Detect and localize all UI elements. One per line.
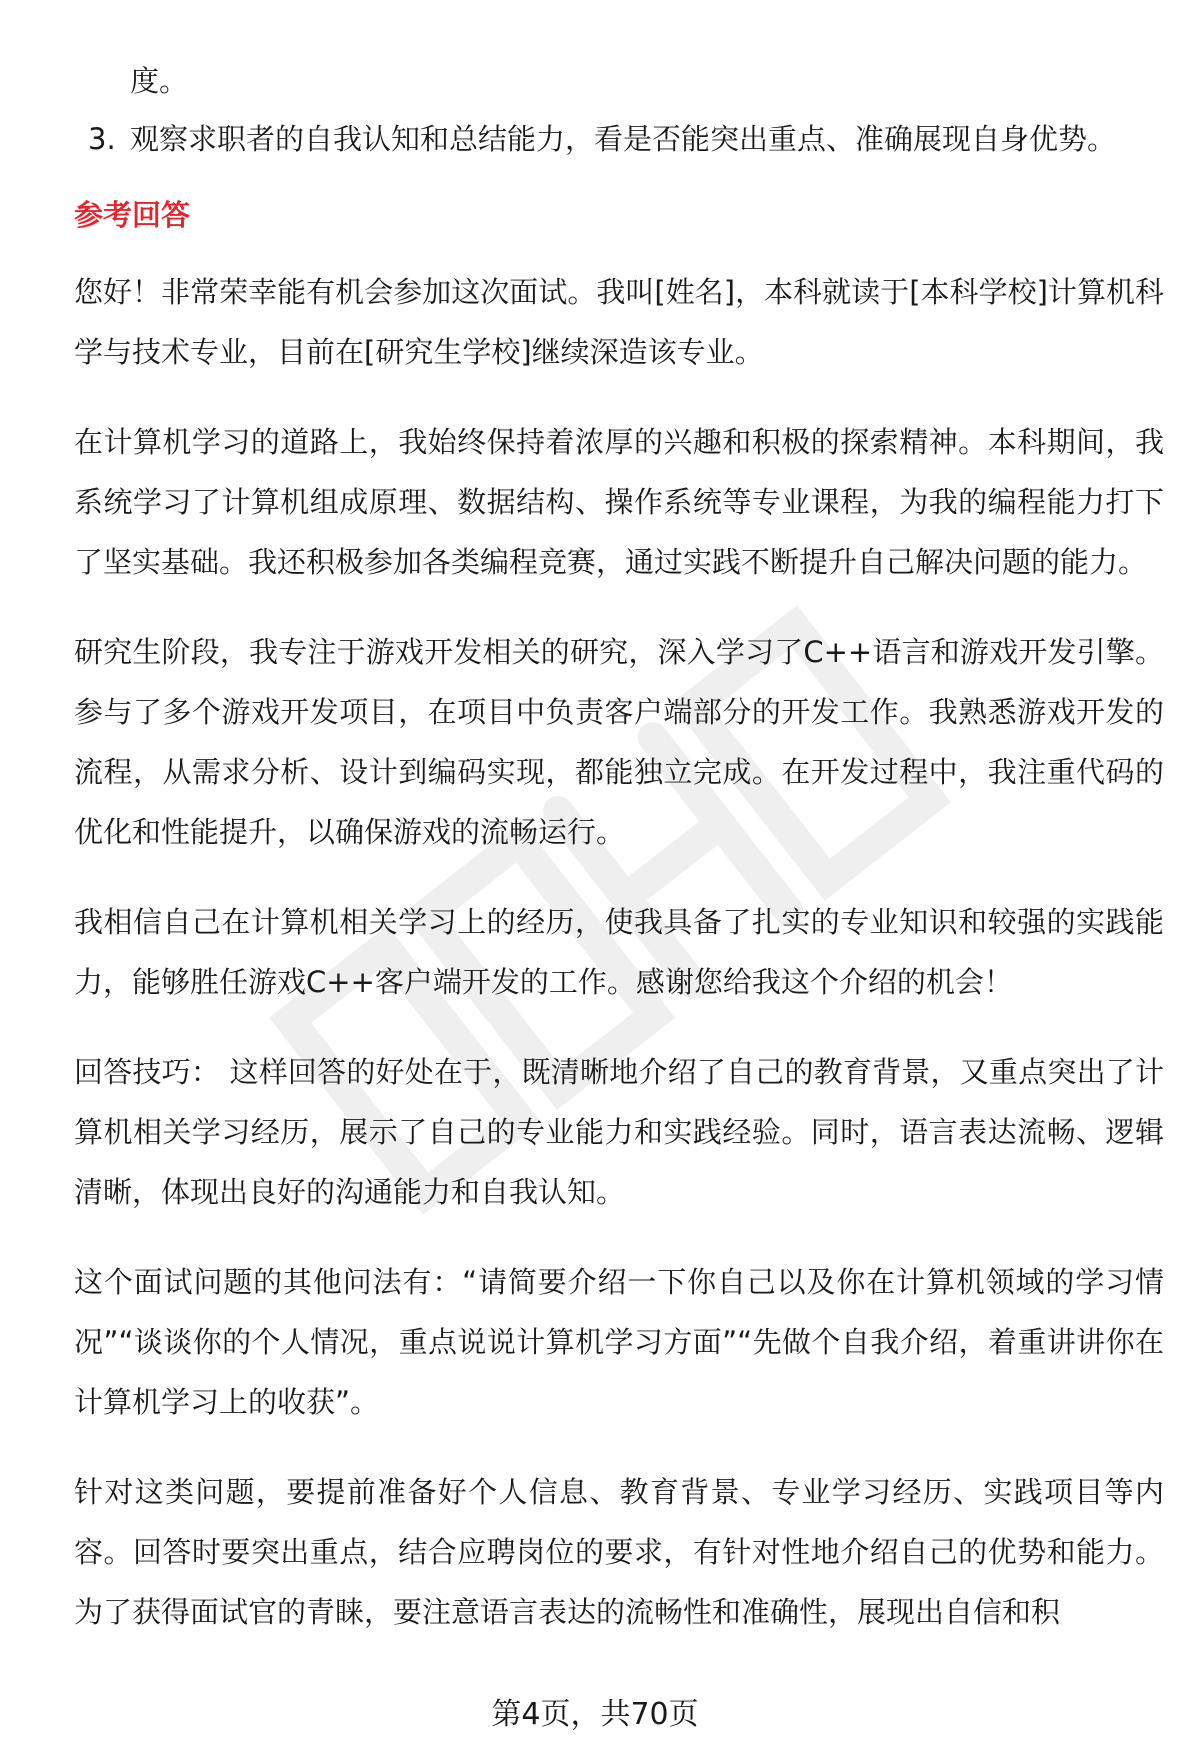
paragraph-undergraduate: 在计算机学习的道路上，我始终保持着浓厚的兴趣和积极的探索精神。本科期间，我系统学习了计算机组成原理、数据结构、操作系统等专业课程，为我的编程能力打下了坚实基础。我还积极参加各类编程竞赛，通过实践不断提升自己解决问题的能力。: [74, 425, 1164, 579]
paragraph-alternate-questions: 这个面试问题的其他问法有：“请简要介绍一下你自己以及你在计算机领域的学习情况”“谈谈你的个人情况，重点说说计算机学习方面”“先做个自我介绍，着重讲讲你在计算机学习上的收获”。: [74, 1265, 1164, 1419]
list-text: 观察求职者的自我认知和总结能力，看是否能突出重点、准确展现自身优势。: [130, 122, 1117, 156]
section-heading: 参考回答: [74, 198, 191, 232]
paragraph-graduate: 研究生阶段，我专注于游戏开发相关的研究，深入学习了C++语言和游戏开发引擎。参与了多个游戏开发项目，在项目中负责客户端部分的开发工作。我熟悉游戏开发的流程，从需求分析、设计到编码实现，都能独立完成。在开发过程中，我注重代码的优化和性能提升，以确保游戏的流畅运行。: [74, 635, 1164, 849]
list-item: [74, 110, 1164, 168]
list-number: 3.: [88, 122, 116, 156]
paragraph-preparation-advice: 针对这类问题，要提前准备好个人信息、教育背景、专业学习经历、实践项目等内容。回答时要突出重点，结合应聘岗位的要求，有针对性地介绍自己的优势和能力。为了获得面试官的青睐，要注意语言表达的流畅性和准确性，展现出自信和积: [74, 1475, 1164, 1629]
paragraph-greeting: 您好！非常荣幸能有机会参加这次面试。我叫[姓名]，本科就读于[本科学校]计算机科学与技术专业，目前在[研究生学校]继续深造该专业。: [74, 275, 1164, 369]
paragraph-answer-tips: 回答技巧： 这样回答的好处在于，既清晰地介绍了自己的教育背景，又重点突出了计算机相关学习经历，展示了自己的专业能力和实践经验。同时，语言表达流畅、逻辑清晰，体现出良好的沟通能力和自我认知。: [74, 1055, 1164, 1209]
document-content: [74, 52, 1164, 1672]
page-number-footer: 第4页，共70页: [491, 1697, 699, 1732]
continued-list-text: 度。: [130, 64, 189, 98]
paragraph-conclusion: 我相信自己在计算机相关学习上的经历，使我具备了扎实的专业知识和较强的实践能力，能够胜任游戏C++客户端开发的工作。感谢您给我这个介绍的机会！: [74, 905, 1164, 999]
